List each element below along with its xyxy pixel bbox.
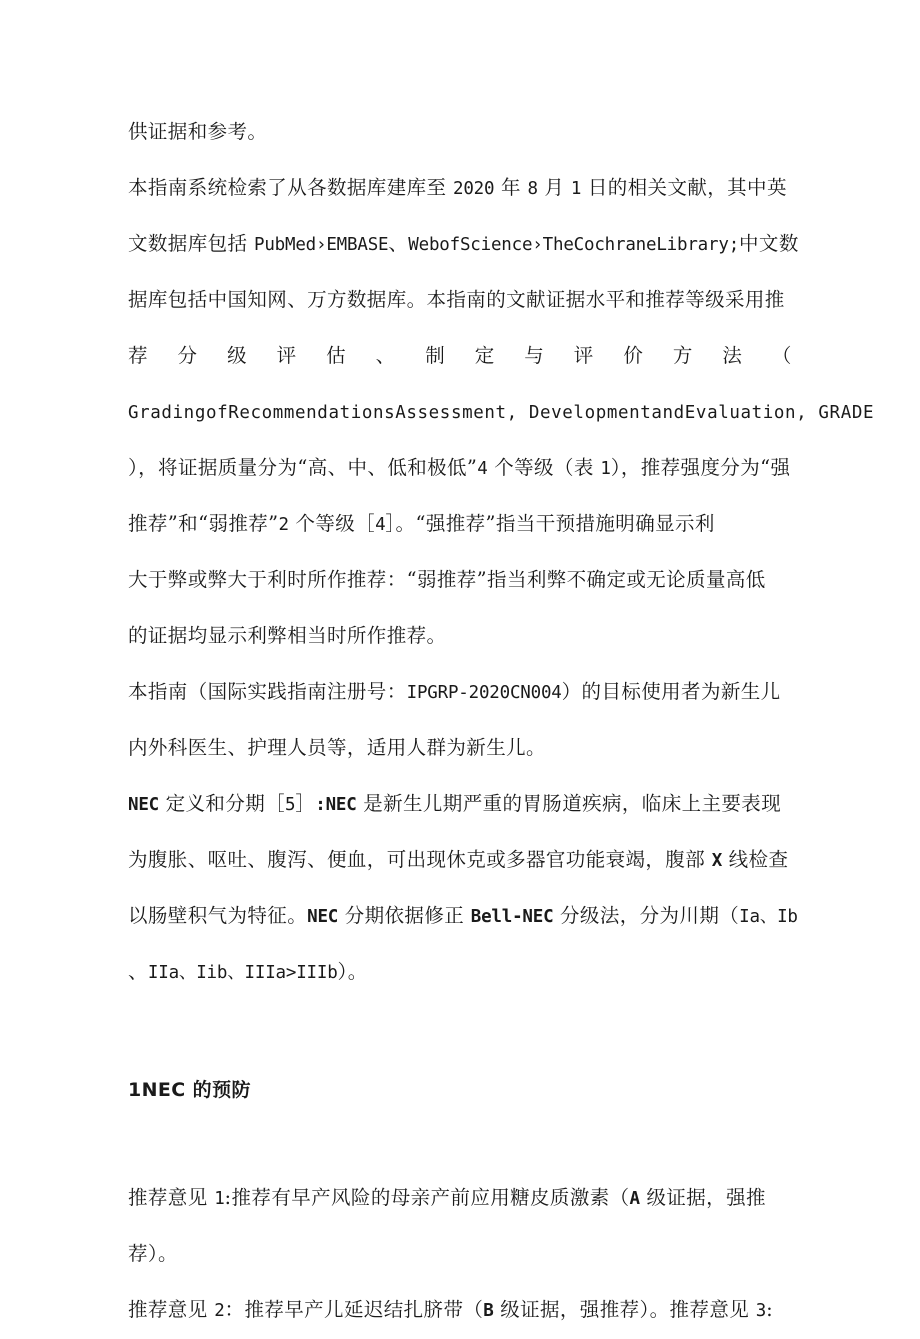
line-text: 、	[128, 960, 148, 983]
line-char: 制	[425, 344, 446, 367]
recommendation-1	[128, 1170, 792, 1282]
line-text: 推荐意见	[128, 1298, 215, 1321]
text-line	[128, 440, 792, 496]
grade-full-name: GradingofRecommendationsAssessment, DevelopmentandEvaluation, GRADE	[128, 403, 875, 423]
line-char: 级	[227, 344, 247, 367]
line-text: 推荐意见	[128, 1186, 215, 1209]
evidence-grade: A	[629, 1189, 640, 1209]
term-nec: :NEC	[315, 795, 357, 815]
line-char: 评	[276, 344, 297, 367]
line-char: 评	[573, 344, 594, 367]
text-line-justified	[128, 328, 792, 384]
line-text: :推荐有早产风险的母亲产前应用糖皮质激素（	[224, 1186, 630, 1209]
line-text: ］	[295, 792, 316, 815]
text-line	[128, 1282, 792, 1338]
line-text: 的证据均显示利弊相当时所作推荐。	[128, 624, 447, 647]
text-line	[128, 776, 792, 832]
reference-marker: 5	[285, 795, 296, 815]
text-line	[128, 720, 792, 776]
line-text: 线检查	[722, 848, 789, 871]
line-char: 与	[524, 344, 545, 367]
line-text: 内外科医生、护理人员等，适用人群为新生儿。	[128, 736, 546, 759]
text-line	[128, 1226, 792, 1282]
line-text: 推荐”和“弱推荐”	[128, 512, 279, 535]
line-text: 8	[527, 179, 538, 199]
text-line	[128, 272, 792, 328]
line-char: 、	[375, 344, 396, 367]
line-text: 据库包括中国知网、万方数据库。本指南的文献证据水平和推荐等级采用推	[128, 288, 785, 311]
stage-list: Ia、Ib	[739, 907, 798, 927]
line-char: （	[771, 344, 792, 367]
term-nec: NEC	[128, 795, 160, 815]
line-text: 个等级［	[288, 512, 376, 535]
text-line	[128, 496, 792, 552]
text-line-heading	[128, 1062, 792, 1118]
recommendation-number: 3	[755, 1301, 767, 1321]
line-text: ：推荐早产儿延迟结扎脐带（	[224, 1298, 484, 1321]
line-text: 级证据，强推荐）。推荐意见	[493, 1298, 756, 1321]
line-text: ）的目标使用者为新生儿	[561, 680, 781, 703]
line-text: :	[766, 1298, 774, 1321]
section-heading-nec-prevention	[128, 1062, 792, 1118]
line-text: 4	[477, 459, 488, 479]
line-char: 估	[326, 344, 347, 367]
heading-text: 的预防	[185, 1079, 251, 1101]
line-text: 年	[494, 176, 528, 199]
line-text: 是新生儿期严重的胃肠道疾病，临床上主要表现	[356, 792, 782, 815]
section-spacer	[128, 1000, 792, 1062]
term-nec: NEC	[307, 907, 339, 927]
term-xray: X	[711, 851, 723, 871]
heading-number-label: 1NEC	[128, 1079, 186, 1101]
line-char: 价	[623, 344, 644, 367]
section-spacer	[128, 1118, 792, 1170]
text-line	[128, 384, 875, 440]
reference-marker: 4	[375, 515, 386, 535]
line-char: 法	[722, 344, 743, 367]
line-text: 2020	[453, 179, 495, 199]
paragraph-continuation	[128, 104, 792, 160]
database-name-pubmed-embase: PubMed›EMBASE	[254, 235, 389, 255]
paragraph-search-methodology	[128, 160, 875, 664]
stage-list: IIa、Iib、IIIa>IIIb	[147, 963, 338, 983]
line-text: 文数据库包括	[128, 232, 254, 255]
line-char: 方	[672, 344, 693, 367]
database-name-webofscience-cochrane: WebofScience›TheCochraneLibrary;	[408, 235, 740, 255]
paragraph-registration-users	[128, 664, 792, 776]
line-text: 为腹胀、呕吐、腹泻、便血，可出现休克或多器官功能衰竭，腹部	[128, 848, 712, 871]
guideline-registration-number: IPGRP-2020CN004	[406, 683, 562, 703]
line-text: 1	[570, 179, 582, 199]
line-text: 2	[278, 515, 289, 535]
line-text: 大于弊或弊大于利时所作推荐：“弱推荐”指当利弊不确定或无论质量高低	[128, 568, 766, 591]
line-text: 级证据，强推	[639, 1186, 766, 1209]
text-line	[128, 552, 792, 608]
line-text: 荐）。	[128, 1242, 178, 1265]
line-text: 、	[388, 232, 409, 255]
line-text: 定义和分期［	[159, 792, 286, 815]
line-text: ），将证据质量分为“高、中、低和极低”	[128, 456, 478, 479]
text-line	[128, 944, 792, 1000]
recommendation-number: 1	[214, 1189, 225, 1209]
text-line	[128, 104, 792, 160]
text-line	[128, 608, 792, 664]
text-line	[128, 160, 792, 216]
text-line	[128, 888, 798, 944]
line-text: 以肠壁积气为特征。	[128, 904, 308, 927]
line-text: 分级法，分为川期（	[553, 904, 740, 927]
line-text: 日的相关文献，其中英	[581, 176, 787, 199]
line-text: ），推荐强度分为“强	[610, 456, 791, 479]
text-line	[128, 832, 792, 888]
line-char: 荐	[128, 344, 148, 367]
line-text: 月	[537, 176, 571, 199]
document-text-column	[128, 104, 875, 1338]
line-text: 供证据和参考。	[128, 120, 268, 143]
recommendation-number: 2	[214, 1301, 225, 1321]
line-text: 本指南（国际实践指南注册号：	[128, 680, 407, 703]
line-text: 个等级（表	[487, 456, 601, 479]
text-line	[128, 216, 799, 272]
recommendation-2	[128, 1282, 792, 1338]
line-text: 本指南系统检索了从各数据库建库至	[128, 176, 453, 199]
paragraph-nec-definition-staging	[128, 776, 798, 1000]
line-text: 1	[600, 459, 611, 479]
text-line	[128, 664, 792, 720]
line-text: ］。“强推荐”指当干预措施明确显示利	[385, 512, 715, 535]
line-char: 定	[474, 344, 495, 367]
text-line	[128, 1170, 792, 1226]
line-char: 分	[177, 344, 198, 367]
line-text: 中文数	[739, 232, 799, 255]
line-text: 分期依据修正	[338, 904, 471, 927]
term-bell-nec: Bell-NEC	[470, 907, 554, 927]
evidence-grade: B	[483, 1301, 494, 1321]
line-text: ）。	[337, 960, 368, 983]
